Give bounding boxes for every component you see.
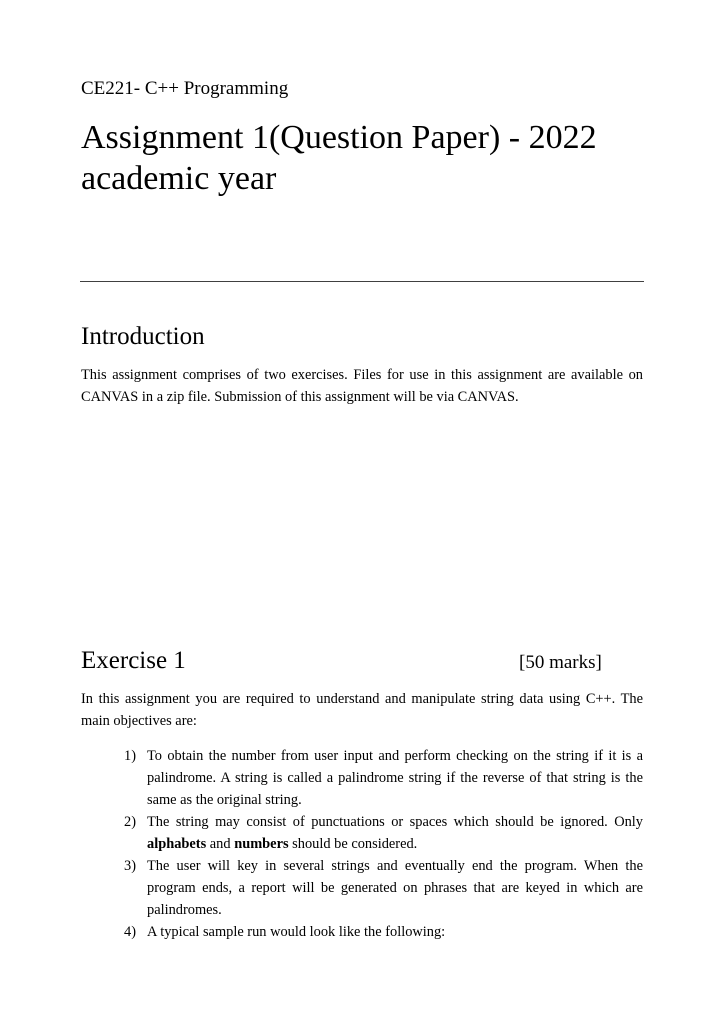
objective-item [124, 855, 643, 921]
objective-text-part: and [209, 836, 231, 852]
objective-item [124, 921, 643, 943]
objective-item [124, 745, 643, 811]
introduction-paragraph: This assignment comprises of two exercises. Files for use in this assignment are available on CANVAS in a zip file. Submission of this assignment will be via CANVAS. [81, 367, 643, 405]
exercise-1-marks: [50 marks] [519, 652, 602, 673]
objectives-list [124, 745, 643, 943]
course-code: CE221- C++ Programming [81, 78, 289, 99]
title-divider [80, 281, 644, 282]
document-title: Assignment 1(Question Paper) - 2022 academic year [81, 119, 597, 197]
objective-text: To obtain the number from user input and perform checking on the string if it is a palindrome. A string is called a palindrome string if the reverse of that string is the same as the original string. [147, 748, 643, 808]
exercise-1-heading: Exercise 1 [81, 647, 186, 674]
objective-number: 4) [124, 924, 136, 940]
objective-text-part: should be considered. [292, 836, 418, 852]
introduction-heading: Introduction [81, 323, 205, 350]
objective-number: 1) [124, 748, 136, 764]
objective-bold-term: numbers [234, 836, 289, 852]
exercise-1-intro-paragraph: In this assignment you are required to understand and manipulate string data using C++. The main objectives are: [81, 691, 643, 729]
objective-bold-term: alphabets [147, 836, 207, 852]
objective-number: 3) [124, 858, 136, 874]
objective-text: A typical sample run would look like the following: [147, 924, 446, 940]
objective-item [124, 811, 643, 855]
objective-text: The user will key in several strings and eventually end the program. When the program ends, a report will be generated on phrases that are keyed in which are palindromes. [147, 858, 643, 918]
objective-number: 2) [124, 814, 136, 830]
objective-text-part: The string may consist of punctuations or spaces which should be ignored. Only [147, 814, 643, 830]
